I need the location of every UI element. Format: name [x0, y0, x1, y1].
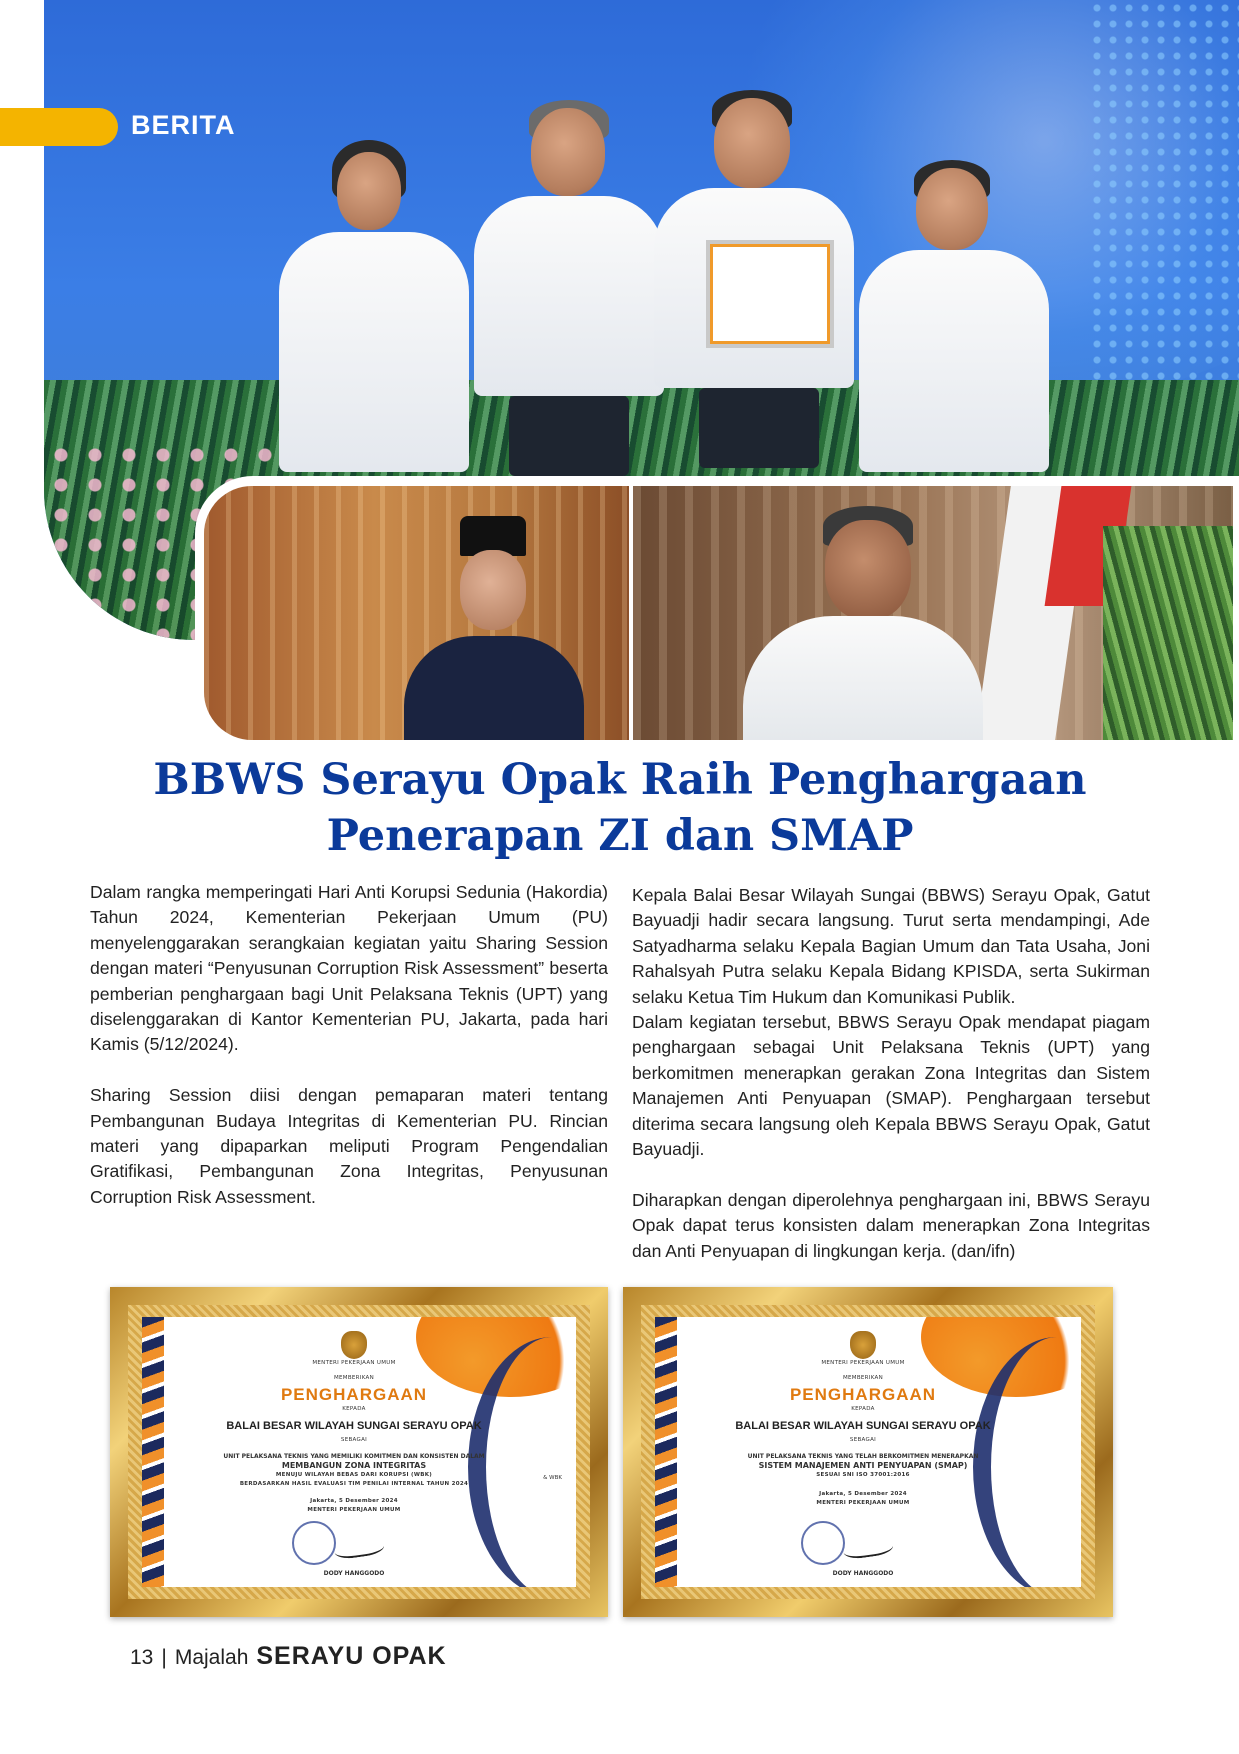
- stage-dot-pattern: [1089, 0, 1239, 390]
- person-woman: [269, 140, 479, 470]
- paragraph: Diharapkan dengan diperolehnya penghargaan ini, BBWS Serayu Opak dapat terus konsisten dalam menerapkan Zona Integritas dan Anti Penyuapan di lingkungan kerja. (dan/ifn): [632, 1189, 1150, 1261]
- award-heading: PENGHARGAAN: [280, 1385, 428, 1404]
- paragraph: Sharing Session diisi dengan pemaparan materi tentang Pembangunan Budaya Integritas di Kementerian PU. Rincian materi yang dipaparkan meliputi Program Pengendalian Gratifikasi, Pembangunan Zona Integritas, Penyusunan Corruption Risk Assessment.: [90, 1085, 608, 1207]
- speaker-photo-1: [204, 486, 629, 740]
- section-label: BERITA: [131, 110, 236, 140]
- award-recipient: BALAI BESAR WILAYAH SUNGAI SERAYU OPAK: [226, 1420, 482, 1432]
- paragraph: Kepala Balai Besar Wilayah Sungai (BBWS) Serayu Opak, Gatut Bayuadji hadir secara langsung. Turut serta mendampingi, Ade Satyadharma selaku Kepala Bagian Umum dan Tata Usaha, Joni Rahalsyah Putra selaku Kepala Bidang KPISDA, serta Sukirman selaku Ketua Tim Hukum dan Komunikasi Publik.: [632, 885, 1150, 1007]
- certificate-smap: MENTERI PEKERJAAN UMUM MEMBERIKAN PENGHARGAAN KEPADA BALAI BESAR WILAYAH SUNGAI SERAYU OPAK SEBAGAI UNIT PELAKSANA TEKNIS YANG TELAH BERKOMITMEN MENERAPKAN SISTEM MANAJEMEN ANTI PENYUAPAN (SMAP) SESUAI SNI ISO 37001:2016 Jakarta, 5 Desember 2024 MENTERI PEKERJAAN UMUM DODY HANGGODO: [623, 1287, 1113, 1617]
- title-line-1: BBWS Serayu Opak Raih Penghargaan: [153, 755, 1087, 805]
- person-man-left: [469, 100, 669, 470]
- garuda-emblem-icon: [341, 1331, 367, 1359]
- signature-icon: [333, 1534, 385, 1561]
- garuda-emblem-icon: [850, 1331, 876, 1359]
- magazine-brand: SERAYU OPAK: [256, 1642, 447, 1670]
- speaker-2: [743, 506, 983, 740]
- article-column-right: [632, 883, 1150, 1264]
- page-footer: [130, 1642, 447, 1678]
- hero-certificate: [706, 240, 834, 348]
- paragraph: Dalam kegiatan tersebut, BBWS Serayu Opak mendapat piagam penghargaan sebagai Unit Pelaksana Teknis (UPT) yang berkomitmen menerapkan gerakan Zona Integritas dan Sistem Manajemen Anti Penyuapan (SMAP). Penghargaan tersebut diterima secara langsung oleh Kepala BBWS Serayu Opak, Gatut Bayuadji.: [632, 1012, 1150, 1160]
- magazine-label: Majalah: [174, 1646, 249, 1669]
- speaker-photo-2: [633, 486, 1233, 740]
- title-line-2: Penerapan ZI dan SMAP: [326, 811, 914, 861]
- award-recipient: BALAI BESAR WILAYAH SUNGAI SERAYU OPAK: [735, 1420, 991, 1432]
- person-man-right: [854, 160, 1054, 470]
- person-man-certificate: [644, 90, 864, 470]
- stamp-icon: [292, 1521, 336, 1565]
- speaker-1: [404, 516, 584, 740]
- certificate-zona-integritas: MENTERI PEKERJAAN UMUM MEMBERIKAN PENGHARGAAN KEPADA BALAI BESAR WILAYAH SUNGAI SERAYU OPAK SEBAGAI UNIT PELAKSANA TEKNIS YANG MEMILIKI KOMITMEN DAN KONSISTEN DALAM MEMBANGUN ZONA INTEGRITAS MENUJU WILAYAH BEBAS DARI KORUPSI (WBK) BERDASARKAN HASIL EVALUASI TIM PENILAI INTERNAL TAHUN 2024 Jakarta, 5 Desember 2024 MENTERI PEKERJAAN UMUM DODY HANGGODO & WBK: [110, 1287, 608, 1617]
- section-tab: [0, 108, 118, 146]
- paragraph: Dalam rangka memperingati Hari Anti Korupsi Sedunia (Hakordia) Tahun 2024, Kementerian Pekerjaan Umum (PU) menyelenggarakan serangkaian kegiatan yaitu Sharing Session dengan materi “Penyusunan Corruption Risk Assessment” beserta pemberian penghargaan bagi Unit Pelaksana Teknis (UPT) yang diselenggarakan di Kantor Kementerian PU, Jakarta, pada hari Kamis (5/12/2024).: [90, 882, 608, 1055]
- article-column-left: [90, 880, 608, 1210]
- signature-icon: [842, 1534, 894, 1561]
- stamp-icon: [801, 1521, 845, 1565]
- award-heading: PENGHARGAAN: [789, 1385, 937, 1404]
- footer-separator: |: [161, 1646, 167, 1669]
- article-title: [120, 752, 1120, 864]
- page-number: 13: [130, 1646, 154, 1669]
